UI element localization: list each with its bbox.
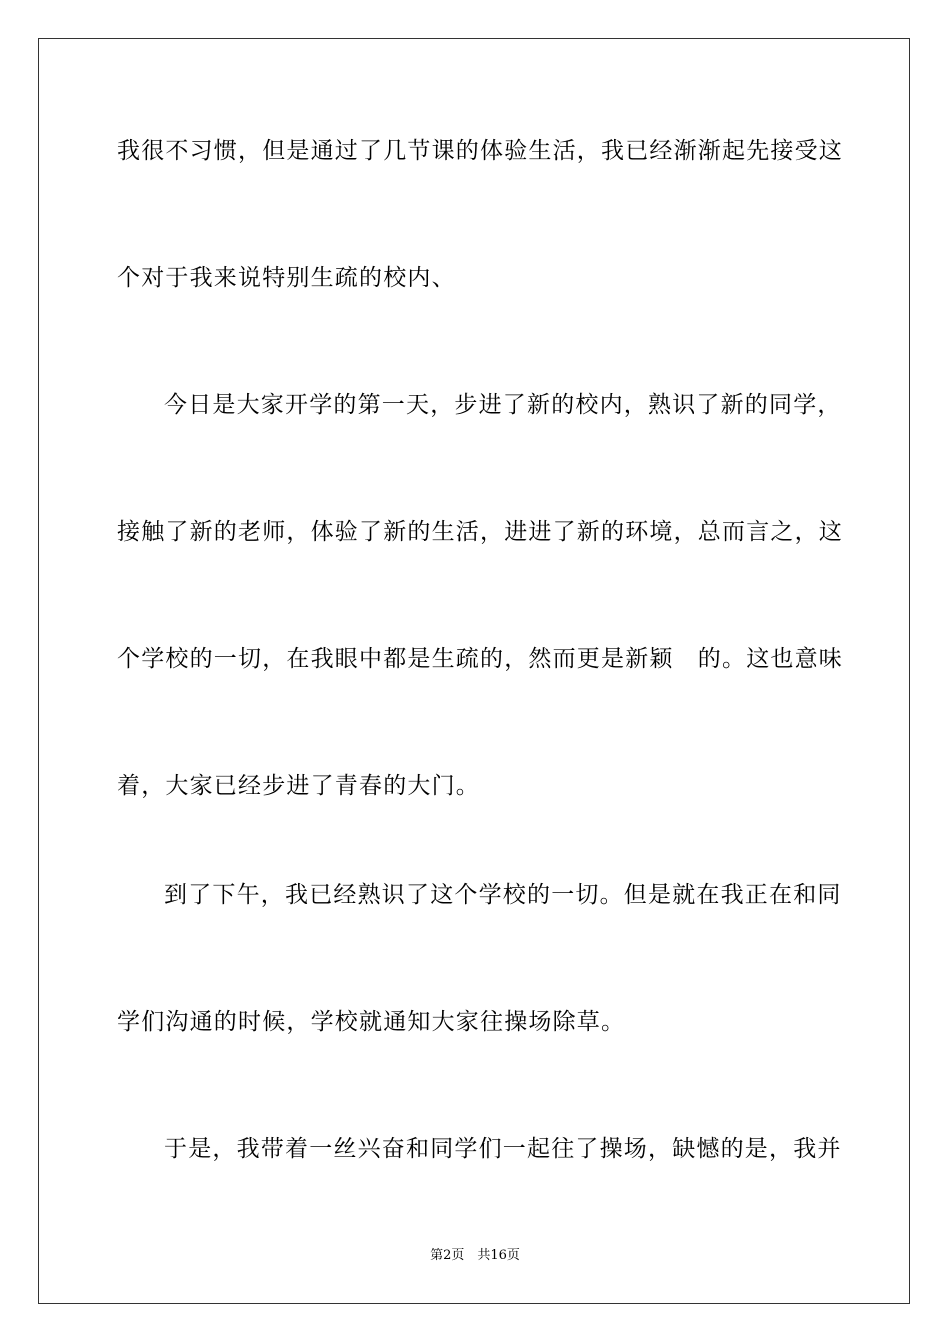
body-text-line: 着，大家已经步进了青春的大门。 [117,773,480,799]
body-text-line: 接触了新的老师，体验了新的生活，进进了新的环境，总而言之，这 [117,519,843,545]
body-text-line: 个对于我来说特别生疏的校内、 [117,265,456,291]
paragraph-start-line: 今日是大家开学的第一天，步进了新的校内，熟识了新的同学， [164,392,842,418]
paragraph-start-line: 于是，我带着一丝兴奋和同学们一起往了操场，缺憾的是，我并 [164,1136,842,1162]
body-text-line: 个学校的一切，在我眼中都是生疏的，然而更是新颖 的。这也意味 [117,646,843,672]
paragraph-start-line: 到了下午，我已经熟识了这个学校的一切。但是就在我正在和同 [164,882,842,908]
body-text-line: 学们沟通的时候，学校就通知大家往操场除草。 [117,1009,626,1035]
page-number-footer: 第2页 共16页 [430,1248,520,1263]
body-text-line: 我很不习惯，但是通过了几节课的体验生活，我已经渐渐起先接受这 [117,138,843,164]
